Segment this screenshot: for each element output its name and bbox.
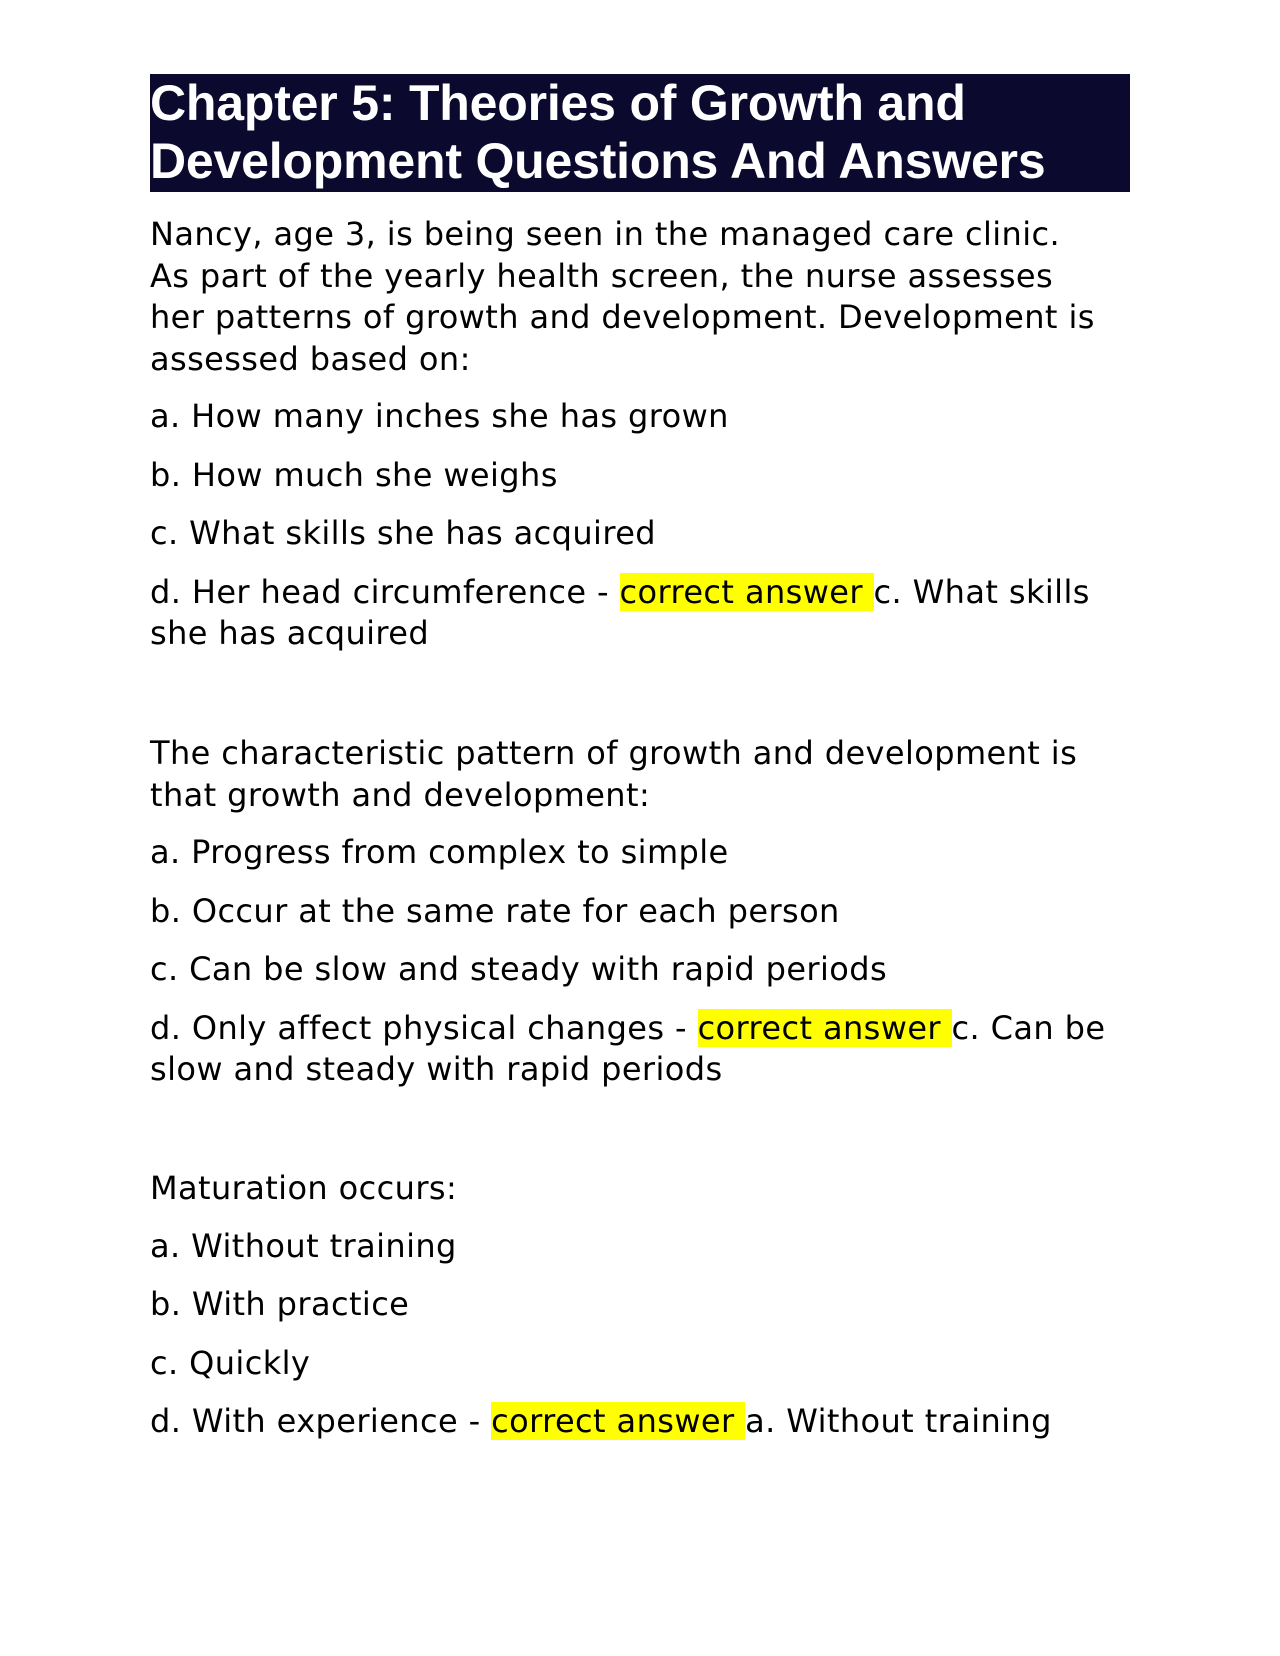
answer-text: c. Can be (951, 1008, 1106, 1047)
answer-text-continued: she has acquired (150, 614, 430, 652)
document-page (150, 74, 1130, 1440)
option-b: b. Occur at the same rate for each person (150, 891, 840, 930)
option-d-with-answer (150, 572, 1140, 655)
document-title (150, 74, 1130, 192)
question-block-1 (150, 214, 1140, 655)
option-c: c. Quickly (150, 1343, 311, 1382)
option-d: d. Only affect physical changes - (150, 1008, 698, 1047)
option-b: b. How much she weighs (150, 455, 558, 494)
stem-line: Nancy, age 3, is being seen in the managed care clinic. (150, 215, 1061, 253)
option-a: a. Progress from complex to simple (150, 833, 729, 871)
answer-text: c. What skills (873, 572, 1090, 611)
correct-answer-highlight: correct answer (619, 572, 874, 611)
correct-answer-highlight: correct answer (491, 1402, 746, 1440)
stem-line: that growth and development: (150, 775, 651, 814)
question-stem (150, 1168, 1140, 1210)
stem-line: assessed based on: (150, 339, 471, 378)
option-b: b. With practice (150, 1285, 410, 1323)
answer-text-continued: slow and steady with rapid periods (150, 1050, 723, 1088)
option-d: d. Her head circumference - (150, 572, 620, 611)
option-a: a. Without training (150, 1226, 457, 1265)
question-stem (150, 733, 1140, 816)
question-stem (150, 214, 1140, 380)
option-d: d. With experience - (150, 1402, 492, 1440)
stem-line: The characteristic pattern of growth and development is (150, 734, 1078, 772)
question-block-2 (150, 733, 1140, 1091)
title-line-1: Chapter 5: Theories of Growth and (150, 75, 966, 131)
stem-line: her patterns of growth and development. Development is (150, 298, 1095, 336)
correct-answer-highlight: correct answer (697, 1008, 952, 1047)
option-c: c. Can be slow and steady with rapid periods (150, 950, 888, 988)
answer-text: a. Without training (745, 1402, 1052, 1440)
stem-line: As part of the yearly health screen, the nurse assesses (150, 256, 1054, 295)
option-c: c. What skills she has acquired (150, 514, 656, 552)
question-block-3 (150, 1168, 1140, 1443)
option-d-with-answer (150, 1008, 1140, 1091)
option-d-with-answer (150, 1401, 1140, 1443)
stem-line: Maturation occurs: (150, 1169, 458, 1207)
option-a: a. How many inches she has grown (150, 397, 729, 435)
title-line-2: Development Questions And Answers (150, 133, 1046, 189)
